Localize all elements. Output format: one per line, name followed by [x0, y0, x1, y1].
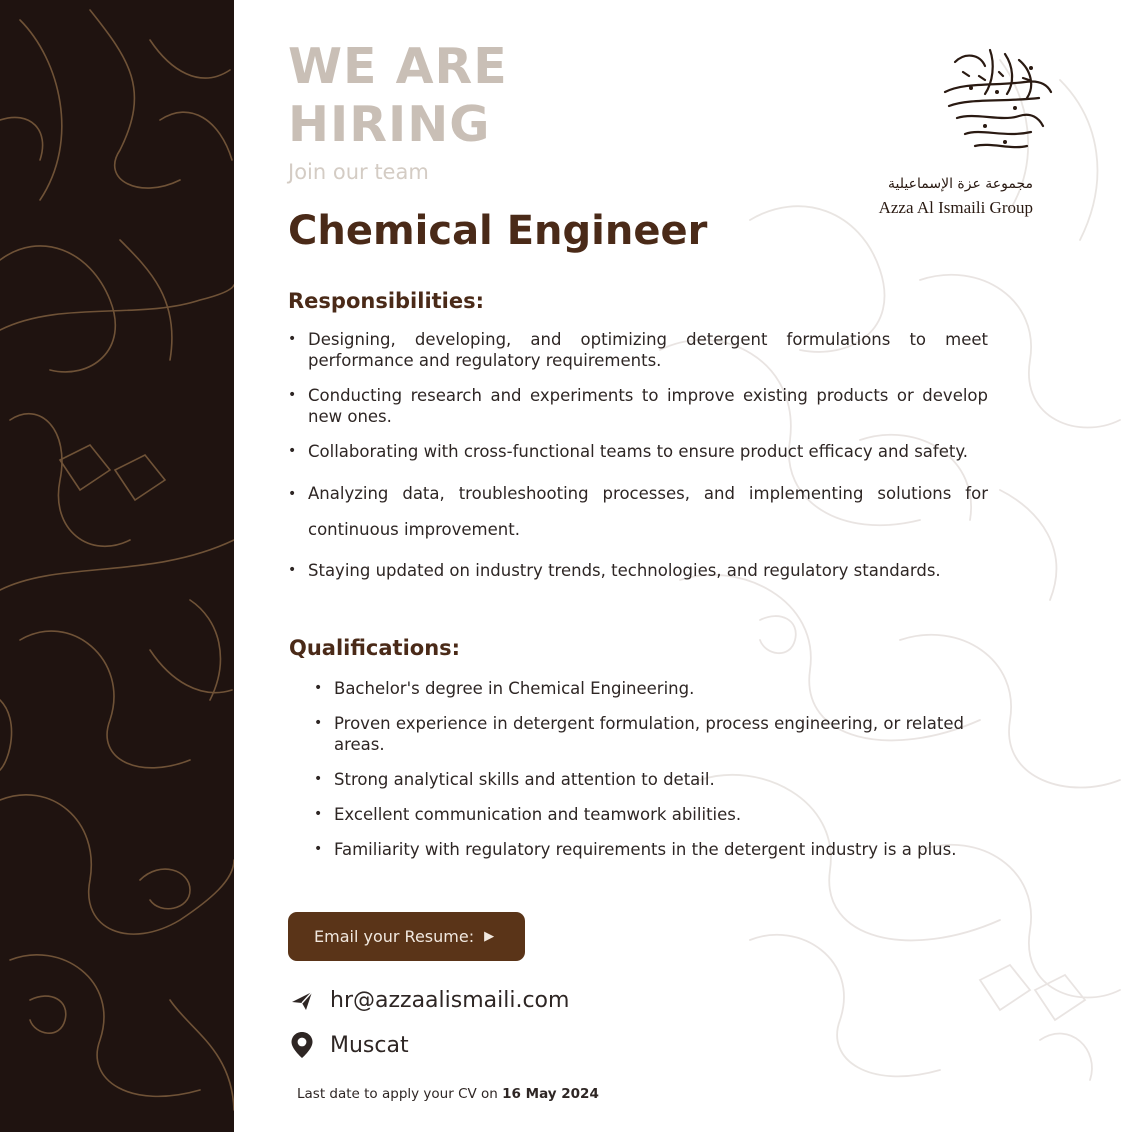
bullet-icon: •	[314, 680, 323, 696]
deadline-prefix: Last date to apply your CV on	[297, 1086, 498, 1102]
list-item: • Designing, developing, and optimizing detergent formulations to meet performance and regulatory requirements.	[288, 330, 988, 370]
play-icon: ▶	[484, 929, 495, 944]
application-deadline	[297, 1086, 599, 1102]
deadline-date: 16 May 2024	[502, 1086, 599, 1102]
contact-location	[290, 1031, 409, 1059]
logo-english-name: Azza Al Ismaili Group	[878, 198, 1033, 217]
list-item: • Collaborating with cross-functional teams to ensure product efficacy and safety.	[288, 442, 969, 461]
bullet-icon: •	[288, 486, 297, 502]
bullet-icon: •	[314, 771, 323, 787]
bullet-icon: •	[288, 562, 297, 578]
bullet-icon: •	[288, 331, 297, 347]
side-panel	[0, 0, 234, 1132]
hiring-line-1: WE ARE	[288, 38, 508, 95]
bullet-icon: •	[314, 806, 323, 822]
company-logo	[878, 42, 1085, 222]
calligraphy-logo-icon	[935, 42, 1057, 160]
bullet-icon: •	[314, 715, 323, 731]
responsibilities-heading: Responsibilities:	[288, 289, 485, 313]
contact-email[interactable]	[290, 986, 569, 1014]
bullet-icon: •	[288, 443, 297, 459]
list-item: • Conducting research and experiments to improve existing products or develop new ones.	[288, 386, 988, 426]
email-resume-button[interactable]	[288, 912, 525, 961]
list-item: • Proven experience in detergent formulation, process engineering, or related areas.	[314, 714, 964, 754]
list-item: • Analyzing data, troubleshooting processes, and implementing solutions for continuous improvement.	[288, 476, 988, 548]
list-item: • Excellent communication and teamwork abilities.	[314, 805, 742, 824]
qualifications-heading: Qualifications:	[289, 636, 461, 660]
bullet-icon: •	[314, 841, 323, 857]
join-subtitle: Join our team	[288, 160, 429, 184]
email-resume-label: Email your Resume:	[314, 927, 475, 946]
list-item: • Staying updated on industry trends, technologies, and regulatory standards.	[288, 561, 941, 580]
list-item: • Familiarity with regulatory requirements in the detergent industry is a plus.	[314, 840, 957, 859]
list-item: • Strong analytical skills and attention to detail.	[314, 770, 715, 789]
qualifications-list	[314, 678, 964, 874]
responsibilities-list	[288, 329, 988, 581]
calligraphy-pattern	[0, 0, 234, 1132]
logo-arabic-name: مجموعة عزة الإسماعيلية	[888, 176, 1033, 192]
send-icon	[290, 986, 314, 1014]
hiring-line-2: HIRING	[288, 96, 491, 153]
job-title: Chemical Engineer	[288, 208, 708, 254]
list-item: • Bachelor's degree in Chemical Engineering.	[314, 679, 695, 698]
bullet-icon: •	[288, 387, 297, 403]
map-pin-icon	[290, 1031, 314, 1059]
location-text: Muscat	[330, 1032, 409, 1058]
email-address[interactable]: hr@azzaalismaili.com	[330, 987, 570, 1013]
